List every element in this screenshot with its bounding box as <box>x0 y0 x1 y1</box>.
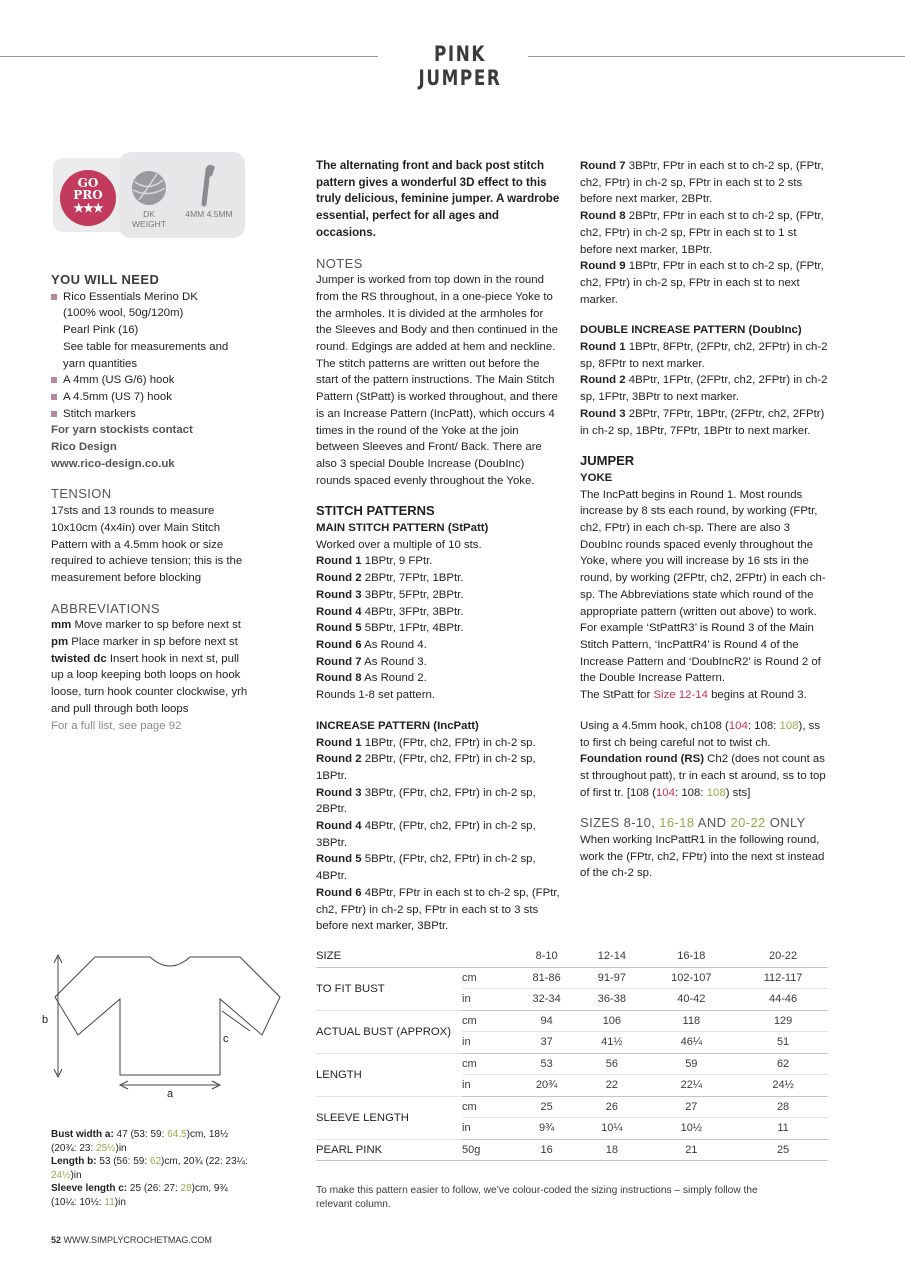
main-round <box>316 620 562 637</box>
caption-label: Length b: <box>51 1156 97 1167</box>
round-text: 2BPtr, FPtr in each st to ch-2 sp, (FPtr, ch2, FPtr) in ch-2 sp, FPtr in each st to 1 st before next marker, 1BPtr. <box>580 210 824 256</box>
table-row <box>316 1096 828 1118</box>
text: The StPatt for <box>580 689 654 702</box>
yarn-detail: (100% wool, 50g/120m) <box>63 307 184 320</box>
main-round <box>316 604 562 621</box>
round-label: Round 6 <box>316 886 362 899</box>
table-cell: 91-97 <box>579 967 644 989</box>
skill-stars-icon: ★★★ <box>73 201 103 215</box>
stockist-url: www.rico-design.co.uk <box>51 457 175 470</box>
page-number: 52 <box>51 1235 62 1245</box>
round-label: Round 2 <box>580 374 626 387</box>
sizes-text: When working IncPattR1 in the following round, work the (FPtr, ch2, FPtr) into the next st instead of the ch-2 sp. <box>580 834 825 880</box>
text: ONLY <box>765 815 806 831</box>
skill-level-bottom: PRO <box>73 188 103 202</box>
label-a: a <box>167 1088 174 1100</box>
chain-instruction <box>580 718 830 751</box>
abbr-term: twisted dc <box>51 652 107 665</box>
unit-cell: cm <box>462 967 514 989</box>
hook-size-label: 4MM 4.5MM <box>185 209 233 219</box>
jumper-heading: JUMPER <box>580 453 635 469</box>
round-label: Round 8 <box>580 210 626 223</box>
footer-url: WWW.SIMPLYCROCHETMAG.COM <box>63 1235 212 1245</box>
sizes-heading <box>580 815 830 832</box>
table-cell: 37 <box>514 1032 579 1054</box>
foundation-round <box>580 751 830 801</box>
round-text: 1BPtr, 8FPtr, (2FPtr, ch2, 2FPtr) in ch-2 sp, 8FPtr to next marker. <box>580 341 828 370</box>
yarn-weight-label: DK WEIGHT <box>132 209 166 229</box>
increase-pattern-heading: INCREASE PATTERN (IncPatt) <box>316 719 479 732</box>
table-cell: 11 <box>738 1118 828 1140</box>
text: )cm, 20¾ (22: 23¼: <box>161 1156 248 1167</box>
size-highlight: Size 12-14 <box>653 689 708 702</box>
round-label: Round 7 <box>580 160 626 172</box>
main-round <box>316 570 562 587</box>
table-cell: 46¼ <box>645 1032 739 1054</box>
text: SIZES 8-10, <box>580 815 660 831</box>
yarn-ball-icon <box>127 168 171 208</box>
inc-round <box>316 735 562 752</box>
size-table <box>316 946 828 1161</box>
size-value: 64.5 <box>167 1129 187 1140</box>
round-label: Round 1 <box>316 555 362 568</box>
table-cell: 21 <box>645 1139 739 1161</box>
round-label: Round 4 <box>316 820 362 833</box>
intro-text: The alternating front and back post stitch pattern gives a wonderful 3D effect to this truly delicious, feminine jumper. A wardrobe essential, perfect for all ages and occasions. <box>316 159 560 239</box>
text: )cm, 18½ (20¾: 23: <box>51 1129 229 1154</box>
yoke-paragraph: The IncPatt begins in Round 1. Most rounds increase by 8 sts each round, by working (FPtr, ch2, FPtr) in each ch-sp. There are also 3 DoubInc rounds spaced evenly throughout the Yoke, where you will increase by 16 sts in the round, by working (2FPtr, ch2, 2FPtr) in each ch-sp. The Abbreviations state which round of the appropriate pattern (written out above) to work. For example ‘StPattR3’ is Round 3 of the Main Stitch Pattern, ‘IncPattR4’ is Round 4 of the Increase Pattern and ‘DoubIncR2’ is Round 2 of the Double Increase Pattern. <box>580 488 826 685</box>
main-stitch-intro: Worked over a multiple of 10 sts. <box>316 538 482 551</box>
skill-level-badge <box>60 170 116 226</box>
text: Using a 4.5mm hook, ch108 ( <box>580 719 729 732</box>
round-text: 4BPtr, 1FPtr, (2FPtr, ch2, 2FPtr) in ch-2 sp, 1FPtr, 3BPtr to next marker. <box>580 374 828 404</box>
round-text: 2BPtr, 7FPtr, 1BPtr. <box>364 572 464 585</box>
table-cell: 22¼ <box>645 1075 739 1097</box>
dinc-round <box>580 339 830 372</box>
round-text: 1BPtr, 9 FPtr. <box>364 555 433 568</box>
notes-paragraph-1: Jumper is worked from top down in the round from the RS throughout, in a one-piece Yoke to the armholes. It is divided at the armholes for the Sleeves and Body and then continued in the round. Edgings are added at hem and neckline. <box>316 274 558 354</box>
sep: : <box>747 719 755 732</box>
dinc-round <box>580 372 830 405</box>
length-caption <box>51 1155 251 1182</box>
round-text: 1BPtr, FPtr in each st to ch-2 sp, (FPtr, ch2, FPtr) in ch-2 sp, FPtr in each st to next marker. <box>580 260 824 306</box>
round-text: 5BPtr, (FPtr, ch2, FPtr) in ch-2 sp, 4BPtr. <box>316 853 536 883</box>
stockist-name: Rico Design <box>51 441 117 454</box>
size-value: 28 <box>180 1183 192 1194</box>
round-text: As Round 3. <box>364 655 427 668</box>
table-cell: 10¼ <box>579 1118 644 1140</box>
size-value: 108 <box>754 719 774 732</box>
stitch-patterns-heading: STITCH PATTERNS <box>316 503 435 519</box>
abbr-def: Place marker in sp before next st <box>71 636 238 649</box>
round-text: 3BPtr, (FPtr, ch2, FPtr) in ch-2 sp, 2BPtr. <box>316 786 536 816</box>
sep: : <box>700 786 707 799</box>
table-cell: 56 <box>579 1053 644 1075</box>
round-label: Round 8 <box>316 672 362 685</box>
yarn-colour: Pearl Pink (16) <box>63 324 139 337</box>
round-label: Round 6 <box>316 638 362 651</box>
unit-cell: cm <box>462 1053 514 1075</box>
table-cell: 32-34 <box>514 989 579 1011</box>
table-cell: 94 <box>514 1010 579 1032</box>
round-label: Round 3 <box>316 786 362 799</box>
round-label: Round 3 <box>580 407 626 420</box>
label-b: b <box>42 1014 49 1026</box>
size-value: 11 <box>104 1196 115 1208</box>
notes-paragraph-2: The stitch patterns are written out before the start of the pattern instructions. The Main Stitch Pattern (StPatt) is worked throughout, and there is an Increase Pattern (IncPatt), which occurs 4 times in the round of the Yoke at the join between Sleeves and Front/ Back. There are also 3 special Double Increase (DoubInc) rounds spaced evenly throughout the Yoke. <box>316 357 558 487</box>
round-text: 3BPtr, FPtr in each st to ch-2 sp, (FPtr, ch2, FPtr) in ch-2 sp, FPtr in each st to 2 sts before next marker, 2BPtr. <box>580 160 824 206</box>
size-value: 25½ <box>96 1142 116 1154</box>
round-label: Foundation round (RS) <box>580 753 705 766</box>
table-cell: 40-42 <box>645 989 739 1011</box>
inc-round <box>316 851 562 884</box>
text: 53 (56: 59: <box>96 1156 150 1167</box>
table-note: To make this pattern easier to follow, we’ve colour-coded the sizing instructions – simply follow the relevant column. <box>316 1185 758 1210</box>
table-cell: 22 <box>579 1075 644 1097</box>
round-text: As Round 2. <box>364 672 427 685</box>
hook-item-1: A 4mm (US G/6) hook <box>51 372 251 389</box>
table-cell: 27 <box>645 1096 739 1118</box>
measurements-caption <box>51 1128 251 1209</box>
page-footer <box>51 1235 212 1245</box>
unit-cell: 50g <box>462 1139 514 1161</box>
abbr-def: Move marker to sp before next st <box>74 619 241 632</box>
round-text: 2BPtr, (FPtr, ch2, FPtr) in ch-2 sp, 1BPtr. <box>316 753 536 782</box>
jumper-schematic-diagram <box>40 945 290 1105</box>
text: ) sts] <box>725 786 751 799</box>
sep: : <box>773 719 780 732</box>
round-label: Round 1 <box>580 341 626 354</box>
table-row <box>316 967 828 989</box>
text: ), ss to first ch being careful not to twist ch. <box>580 719 821 749</box>
text: Ch2 (does not count as st throughout patt), tr in each st around, ss to top of first tr. [108 ( <box>580 753 826 799</box>
table-cell: 9¾ <box>514 1118 579 1140</box>
table-cell: 26 <box>579 1096 644 1118</box>
size-value: 20-22 <box>730 815 766 831</box>
round-text: 4BPtr, 3FPtr, 3BPtr. <box>364 605 464 618</box>
size-value: 16-18 <box>659 815 695 831</box>
text: )in <box>114 1196 126 1208</box>
inc-round <box>316 785 562 818</box>
left-column <box>51 272 251 734</box>
you-will-need-heading: YOU WILL NEED <box>51 272 160 287</box>
markers-item: Stitch markers <box>51 406 251 423</box>
table-cell: 118 <box>645 1010 739 1032</box>
table-cell: 51 <box>738 1032 828 1054</box>
round-text: 5BPtr, 1FPtr, 4BPtr. <box>364 622 464 635</box>
abbr-more: For a full list, see page 92 <box>51 719 182 732</box>
inc-round <box>316 818 562 851</box>
table-header-cell: SIZE <box>316 946 462 967</box>
abbr-term: mm <box>51 619 72 632</box>
unit-cell: cm <box>462 1010 514 1032</box>
hook-item-2: A 4.5mm (US 7) hook <box>51 389 251 406</box>
table-cell: 25 <box>514 1096 579 1118</box>
tension-heading: TENSION <box>51 486 112 502</box>
table-header-cell <box>462 946 514 967</box>
notes-heading: NOTES <box>316 255 363 271</box>
table-cell: 41½ <box>579 1032 644 1054</box>
double-increase-heading: DOUBLE INCREASE PATTERN (DoubInc) <box>580 324 802 337</box>
table-cell: 53 <box>514 1053 579 1075</box>
size-value: 62 <box>149 1156 162 1167</box>
table-cell: 102-107 <box>645 967 739 989</box>
round-label: Round 4 <box>316 605 362 618</box>
table-row <box>316 1053 828 1075</box>
table-cell: 16 <box>514 1139 579 1161</box>
yoke-size-note <box>580 687 830 704</box>
row-label: PEARL PINK <box>316 1139 462 1161</box>
yarn-note: See table for measurements and yarn quantities <box>63 340 229 370</box>
abbr-pm <box>51 634 251 651</box>
crochet-hook-icon <box>196 164 218 208</box>
text: begins at Round 3. <box>707 689 807 702</box>
table-cell: 112-117 <box>738 967 828 989</box>
table-row <box>316 1139 828 1161</box>
table-header-cell: 20-22 <box>738 946 828 967</box>
inc-round <box>316 751 562 784</box>
main-round <box>316 654 562 671</box>
inc-round <box>580 158 830 208</box>
main-stitch-heading: MAIN STITCH PATTERN (StPatt) <box>316 522 489 535</box>
inc-round <box>316 885 562 935</box>
size-value: 108 <box>706 786 726 799</box>
text: AND <box>694 815 731 831</box>
main-stitch-outro: Rounds 1-8 set pattern. <box>316 689 436 702</box>
main-round <box>316 670 562 687</box>
size-value: 104 <box>728 719 748 732</box>
table-cell: 10½ <box>645 1118 739 1140</box>
skill-level-top: GO <box>77 176 99 190</box>
round-label: Round 2 <box>316 753 362 766</box>
table-cell: 44-46 <box>738 989 828 1011</box>
unit-cell: in <box>462 1075 514 1097</box>
page-title: PINK JUMPER <box>418 42 502 90</box>
unit-cell: in <box>462 1032 514 1054</box>
table-cell: 36-38 <box>579 989 644 1011</box>
main-round <box>316 587 562 604</box>
round-text: 4BPtr, (FPtr, ch2, FPtr) in ch-2 sp, 3BPtr. <box>316 820 536 849</box>
table-cell: 18 <box>579 1139 644 1161</box>
round-label: Round 7 <box>316 655 362 668</box>
round-label: Round 3 <box>316 588 362 601</box>
table-cell: 28 <box>738 1096 828 1118</box>
abbreviations-heading: ABBREVIATIONS <box>51 600 160 616</box>
middle-column <box>316 158 562 935</box>
table-cell: 20¾ <box>514 1075 579 1097</box>
unit-cell: in <box>462 1118 514 1140</box>
row-label: LENGTH <box>316 1053 462 1096</box>
sleeve-caption <box>51 1182 251 1209</box>
round-label: Round 5 <box>316 853 362 866</box>
table-cell: 106 <box>579 1010 644 1032</box>
abbr-def: Insert hook in next st, pull up a loop keeping both loops on hook loose, turn hook counter clockwise, yrh and pull through both loops <box>51 652 248 715</box>
header-rule-right <box>528 56 905 57</box>
text: )cm, 9¾ (10¼: 10½: <box>51 1183 228 1208</box>
tension-text: 17sts and 13 rounds to measure 10x10cm (4x4in) over Main Stitch Pattern with a 4.5mm hook or size required to achieve tension; this is the measurement before blocking <box>51 505 243 584</box>
abbr-twisted-dc <box>51 651 251 718</box>
text: )in <box>115 1142 127 1154</box>
text: )in <box>70 1169 82 1181</box>
header-rule-left <box>0 56 378 57</box>
table-cell: 25 <box>738 1139 828 1161</box>
inc-round <box>580 208 830 258</box>
yarn-item: Rico Essentials Merino DK <box>51 289 251 306</box>
row-label: TO FIT BUST <box>316 967 462 1010</box>
caption-label: Sleeve length c: <box>51 1183 128 1194</box>
main-round <box>316 637 562 654</box>
table-header-row <box>316 946 828 967</box>
row-label: ACTUAL BUST (APPROX) <box>316 1010 462 1053</box>
unit-cell: cm <box>462 1096 514 1118</box>
round-label: Round 9 <box>580 260 626 273</box>
unit-cell: in <box>462 989 514 1011</box>
round-label: Round 5 <box>316 622 362 635</box>
round-text: As Round 4. <box>364 638 427 651</box>
round-text: 4BPtr, FPtr in each st to ch-2 sp, (FPtr, ch2, FPtr) in ch-2 sp, FPtr in each st to 3 sts before next marker, 3BPtr. <box>316 886 560 933</box>
text: 47 (53: 59: <box>113 1129 168 1140</box>
caption-label: Bust width a: <box>51 1129 114 1140</box>
round-text: 2BPtr, 7FPtr, 1BPtr, (2FPtr, ch2, 2FPtr) in ch-2 sp, 1BPtr, 7FPtr, 1BPtr to next marker. <box>580 407 825 437</box>
table-row <box>316 1010 828 1032</box>
abbr-mm <box>51 617 251 634</box>
table-cell: 81-86 <box>514 967 579 989</box>
round-label: Round 1 <box>316 736 362 749</box>
size-value: 24½ <box>51 1169 71 1181</box>
round-text: 1BPtr, (FPtr, ch2, FPtr) in ch-2 sp. <box>364 736 536 749</box>
dinc-round <box>580 406 830 439</box>
table-header-cell: 8-10 <box>514 946 579 967</box>
main-round <box>316 553 562 570</box>
text: 25 (26: 27: <box>127 1183 181 1194</box>
table-cell: 24½ <box>738 1075 828 1097</box>
abbr-term: pm <box>51 636 69 649</box>
label-c: c <box>223 1033 229 1045</box>
stockists-text: For yarn stockists contact <box>51 424 193 437</box>
table-cell: 59 <box>645 1053 739 1075</box>
right-column <box>580 158 830 882</box>
size-value: 104 <box>655 786 675 799</box>
row-label: SLEEVE LENGTH <box>316 1096 462 1139</box>
sep: : <box>674 786 682 799</box>
table-header-cell: 16-18 <box>645 946 739 967</box>
round-text: 3BPtr, 5FPtr, 2BPtr. <box>364 588 464 601</box>
bust-caption <box>51 1128 251 1155</box>
inc-round <box>580 258 830 308</box>
size-value: 108 <box>681 786 701 799</box>
round-label: Round 2 <box>316 572 362 585</box>
yoke-heading: YOKE <box>580 471 613 484</box>
size-value: 108 <box>779 719 799 732</box>
table-cell: 62 <box>738 1053 828 1075</box>
table-header-cell: 12-14 <box>579 946 644 967</box>
table-cell: 129 <box>738 1010 828 1032</box>
